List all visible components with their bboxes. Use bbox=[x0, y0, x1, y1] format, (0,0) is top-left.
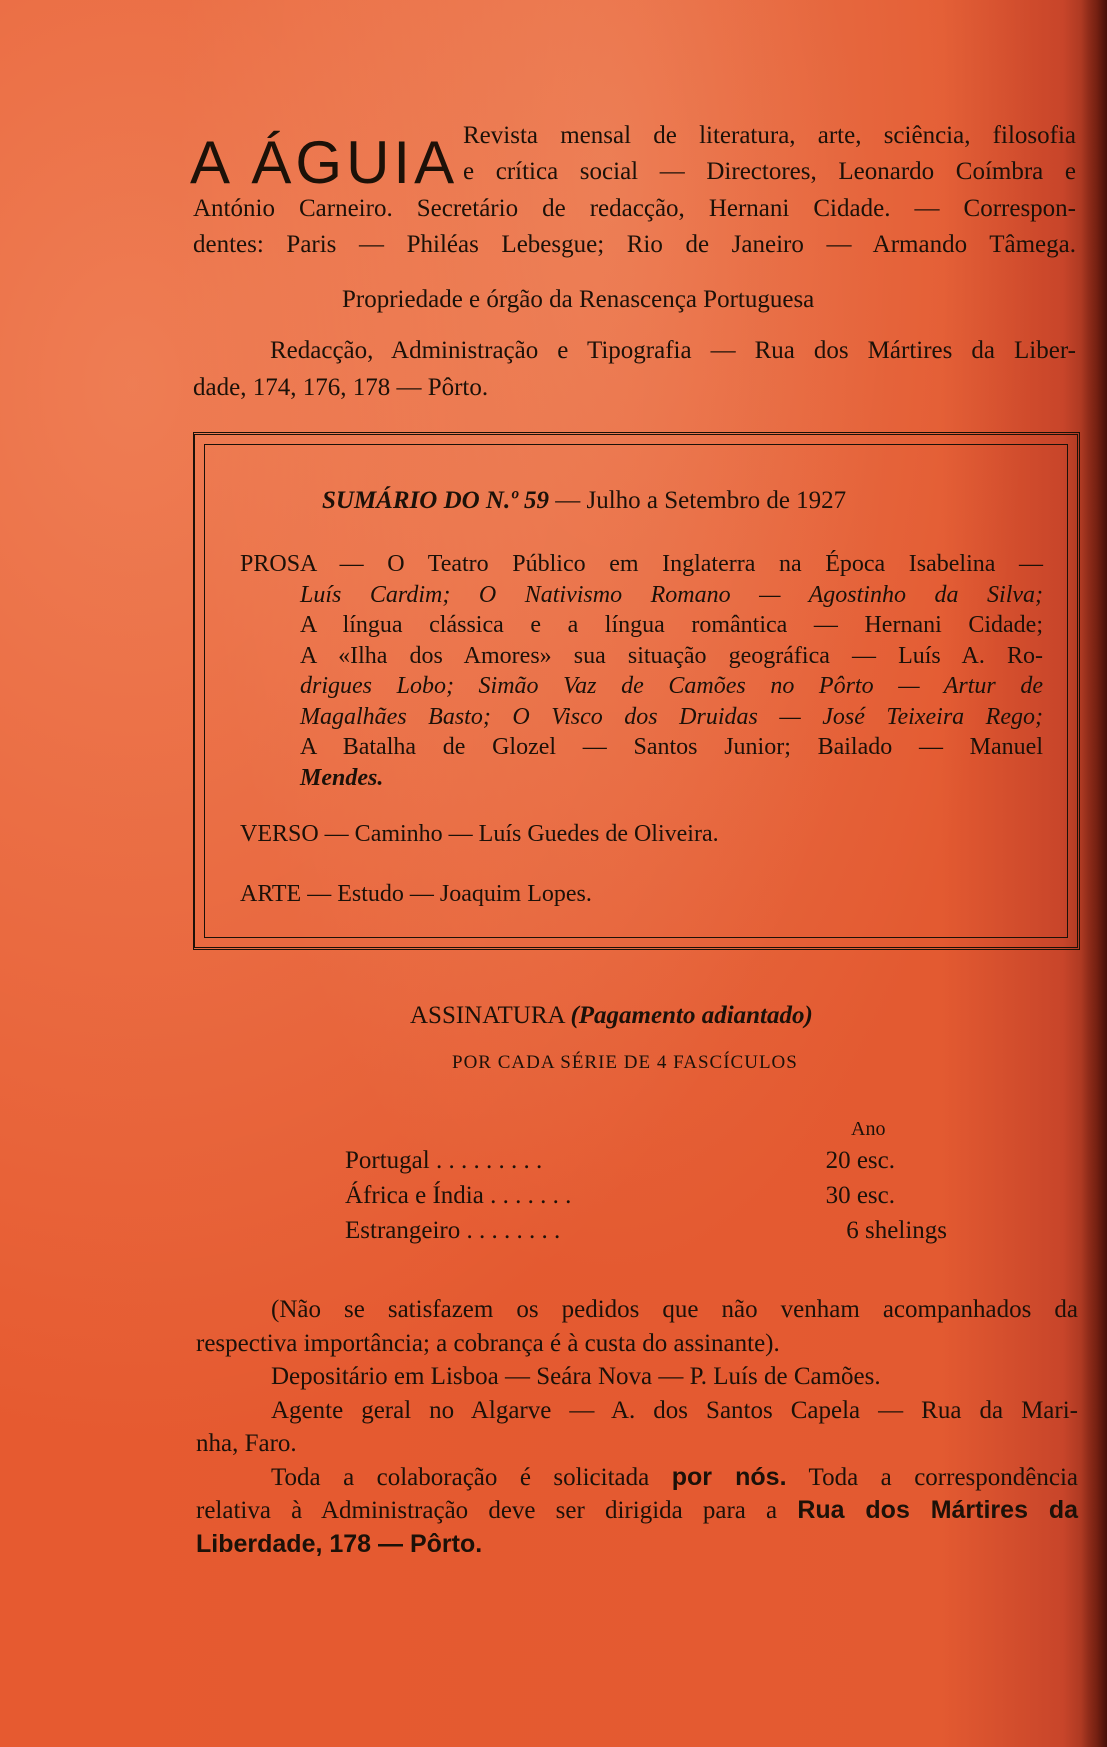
prosa-line: Magalhães Basto; O Visco dos Druidas — José Teixeira Rego; bbox=[300, 703, 1043, 730]
subscription-heading bbox=[410, 1002, 813, 1030]
price-value: 20 esc. bbox=[825, 1147, 895, 1174]
footer-line: Agente geral no Algarve — A. dos Santos Capela — Rua da Mari- bbox=[271, 1396, 1078, 1424]
arte-line: ARTE — Estudo — Joaquim Lopes. bbox=[240, 881, 592, 907]
price-value: 30 esc. bbox=[825, 1182, 895, 1209]
summary-date: — Julho a Setembro de 1927 bbox=[548, 487, 847, 514]
footer-line: Toda a colaboração é solicitada por nós. Toda a correspondência bbox=[271, 1462, 1078, 1491]
price-row bbox=[345, 1147, 955, 1181]
footer-line: Depositário em Lisboa — Seára Nova — P. Luís de Camões. bbox=[271, 1363, 881, 1390]
prosa-line: Luís Cardim; O Nativismo Romano — Agostinho da Silva; bbox=[300, 581, 1043, 608]
masthead-line-3: António Carneiro. Secretário de redacção, Hernani Cidade. — Correspon- bbox=[193, 195, 1076, 222]
summary-heading bbox=[322, 484, 846, 517]
masthead-line-1: Revista mensal de literatura, arte, sciência, filosofia bbox=[463, 122, 1076, 149]
price-row bbox=[345, 1182, 955, 1216]
price-value: 6 shelings bbox=[846, 1217, 947, 1244]
arte-section bbox=[240, 879, 1043, 910]
footer-line: Liberdade, 178 — Pôrto. bbox=[196, 1529, 483, 1558]
subscription-title: ASSINATURA bbox=[410, 1002, 565, 1029]
address-line-2: dade, 174, 176, 178 — Pôrto. bbox=[193, 374, 489, 401]
footer-line: respectiva importância; a cobrança é à custa do assinante). bbox=[196, 1329, 780, 1357]
address-line-1: Redacção, Administração e Tipografia — Rua dos Mártires da Liber- bbox=[270, 337, 1076, 364]
prosa-line: A língua clássica e a língua romântica — Hernani Cidade; bbox=[300, 612, 1043, 638]
price-column-header: Ano bbox=[851, 1118, 886, 1140]
summary-number: SUMÁRIO DO N.º 59 bbox=[322, 487, 549, 514]
footer-line: nha, Faro. bbox=[196, 1430, 297, 1457]
footer-line: relativa à Administração deve ser dirigida para a Rua dos Mártires da bbox=[196, 1496, 1078, 1524]
prosa-line: drigues Lobo; Simão Vaz de Camões no Pôrto — Artur de bbox=[300, 673, 1043, 699]
ownership-text: Propriedade e órgão da Renascença Portuguesa bbox=[342, 286, 815, 313]
subscription-subheading: POR CADA SÉRIE DE 4 FASCÍCULOS bbox=[452, 1052, 798, 1073]
price-label: Estrangeiro . . . . . . . . bbox=[345, 1217, 561, 1244]
prosa-section bbox=[240, 549, 1043, 793]
price-label: Portugal . . . . . . . . . bbox=[345, 1147, 543, 1174]
prosa-line: A «Ilha dos Amores» sua situação geográfica — Luís A. Ro- bbox=[300, 642, 1043, 669]
ownership-line bbox=[342, 283, 1042, 316]
prosa-line: A Batalha de Glozel — Santos Junior; Bailado — Manuel bbox=[300, 734, 1043, 760]
masthead-line-2: e crítica social — Directores, Leonardo Coímbra e bbox=[463, 158, 1076, 185]
price-row bbox=[345, 1217, 955, 1251]
page-edge-shadow bbox=[1081, 0, 1107, 1747]
subscription-note: (Pagamento adiantado) bbox=[570, 1002, 813, 1029]
footer-notes bbox=[196, 1293, 1078, 1561]
prosa-line: Mendes. bbox=[300, 764, 384, 791]
prosa-line: PROSA — O Teatro Público em Inglaterra na Época Isabelina — bbox=[240, 551, 1043, 577]
masthead-line-4: dentes: Paris — Philéas Lebesgue; Rio de Janeiro — Armando Tâmega. bbox=[193, 231, 1076, 258]
price-label: África e Índia . . . . . . . bbox=[345, 1182, 572, 1209]
magazine-title: A ÁGUIA bbox=[190, 129, 459, 196]
verso-line: VERSO — Caminho — Luís Guedes de Oliveira. bbox=[240, 821, 719, 847]
footer-line: (Não se satisfazem os pedidos que não venham acompanhados da bbox=[271, 1296, 1078, 1323]
verso-section bbox=[240, 819, 1043, 850]
